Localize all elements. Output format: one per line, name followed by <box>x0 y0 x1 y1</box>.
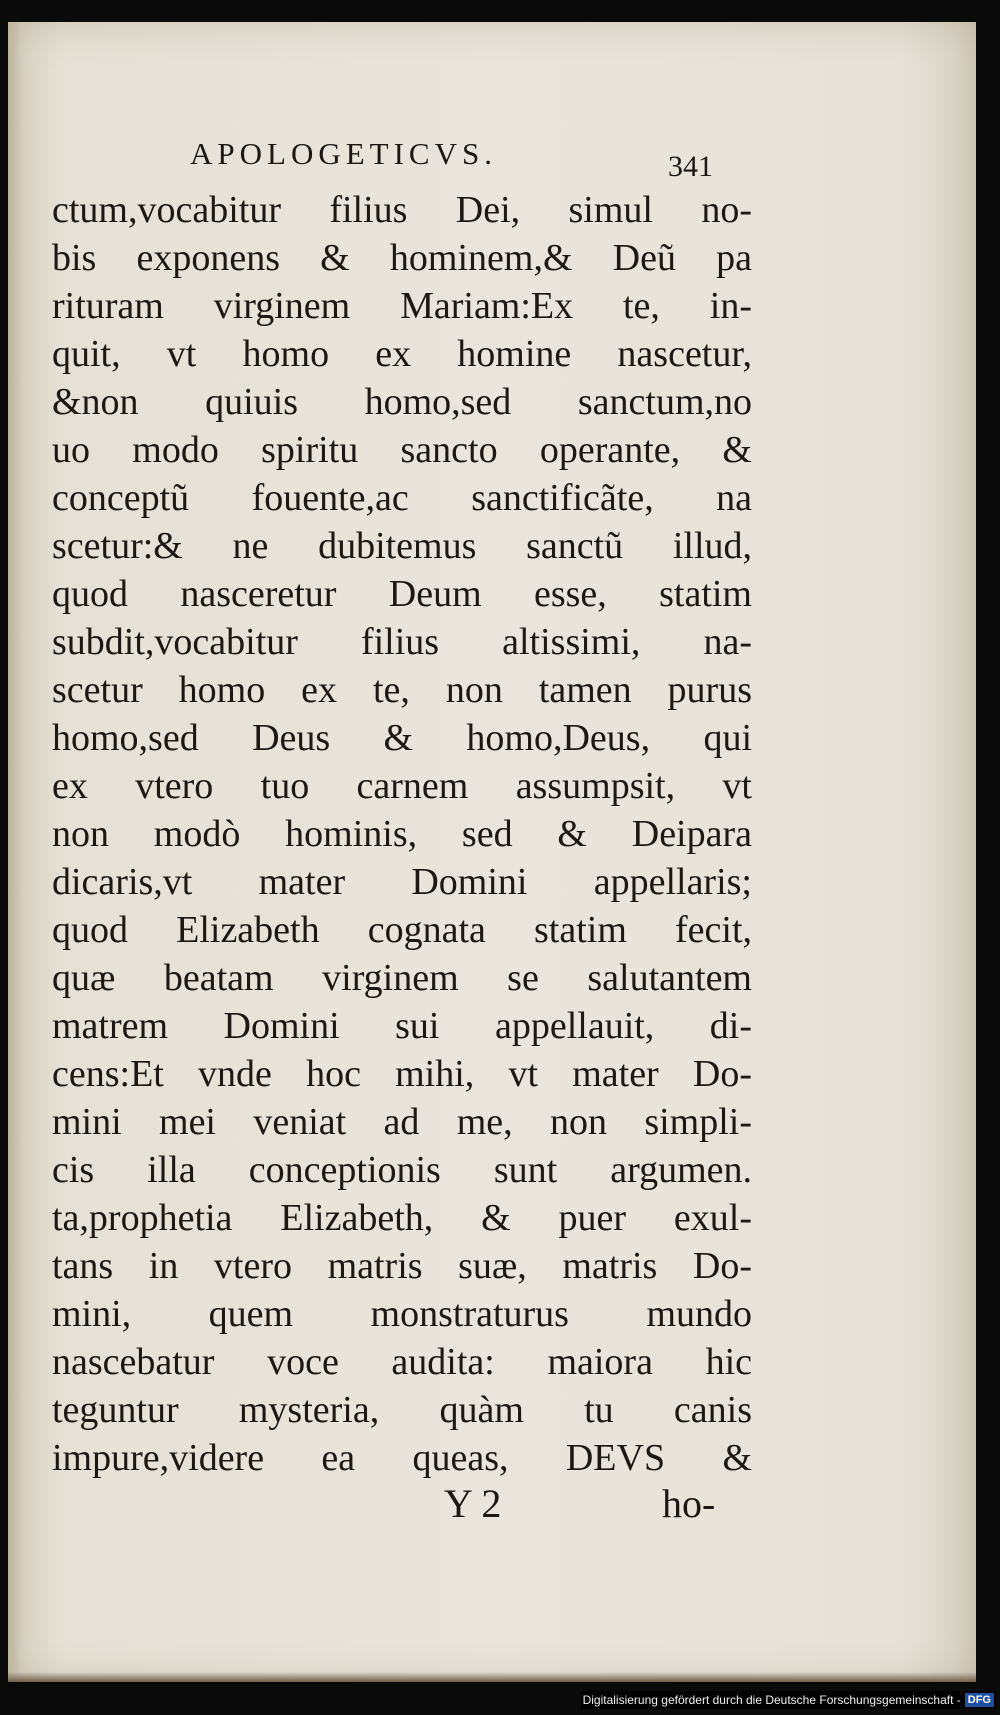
text-line: cis illa conceptionis sunt argumen. <box>52 1149 752 1191</box>
text-line: &non quiuis homo,sed sanctum,no <box>52 381 752 423</box>
credit-text: Digitalisierung gefördert durch die Deutsche Forschungsgemeinschaft - <box>582 1693 961 1707</box>
text-line: dicaris,vt mater Domini appellaris; <box>52 861 752 903</box>
catchword: ho- <box>662 1481 716 1526</box>
text-line: mini, quem monstraturus mundo <box>52 1293 752 1335</box>
running-head-title: APOLOGETICVS. <box>190 136 497 171</box>
text-line: teguntur mysteria, quàm tu canis <box>52 1389 752 1431</box>
text-line: uo modo spiritu sancto operante, & <box>52 429 752 471</box>
text-line: conceptũ fouente,ac sanctificãte, na <box>52 477 752 519</box>
dfg-logo: DFG <box>965 1693 994 1707</box>
page-number: 341 <box>668 150 713 183</box>
text-line: bis exponens & hominem,& Deũ pa <box>52 237 752 279</box>
text-line: rituram virginem Mariam:Ex te, in- <box>52 285 752 327</box>
running-head <box>8 132 976 182</box>
text-line: quit, vt homo ex homine nascetur, <box>52 333 752 375</box>
text-line: matrem Domini sui appellauit, di- <box>52 1005 752 1047</box>
text-line: impure,videre ea queas, DEVS & <box>52 1437 752 1479</box>
signature-mark: Y 2 <box>444 1481 502 1526</box>
text-line: scetur homo ex te, non tamen purus <box>52 669 752 711</box>
text-line: ta,prophetia Elizabeth, & puer exul- <box>52 1197 752 1239</box>
text-line: subdit,vocabitur filius altissimi, na- <box>52 621 752 663</box>
text-line: quod Elizabeth cognata statim fecit, <box>52 909 752 951</box>
page-footer <box>8 1480 976 1540</box>
text-line: nascebatur voce audita: maiora hic <box>52 1341 752 1383</box>
text-line: ctum,vocabitur filius Dei, simul no- <box>52 189 752 231</box>
digitization-credit <box>581 1691 996 1709</box>
text-line: homo,sed Deus & homo,Deus, qui <box>52 717 752 759</box>
book-page <box>8 22 976 1682</box>
text-line: quæ beatam virginem se salutantem <box>52 957 752 999</box>
text-line: mini mei veniat ad me, non simpli- <box>52 1101 752 1143</box>
text-line: quod nasceretur Deum esse, statim <box>52 573 752 615</box>
text-line: ex vtero tuo carnem assumpsit, vt <box>52 765 752 807</box>
text-line: cens:Et vnde hoc mihi, vt mater Do- <box>52 1053 752 1095</box>
text-line: non modò hominis, sed & Deipara <box>52 813 752 855</box>
text-line: tans in vtero matris suæ, matris Do- <box>52 1245 752 1287</box>
text-line: scetur:& ne dubitemus sanctũ illud, <box>52 525 752 567</box>
body-text <box>52 186 752 1482</box>
